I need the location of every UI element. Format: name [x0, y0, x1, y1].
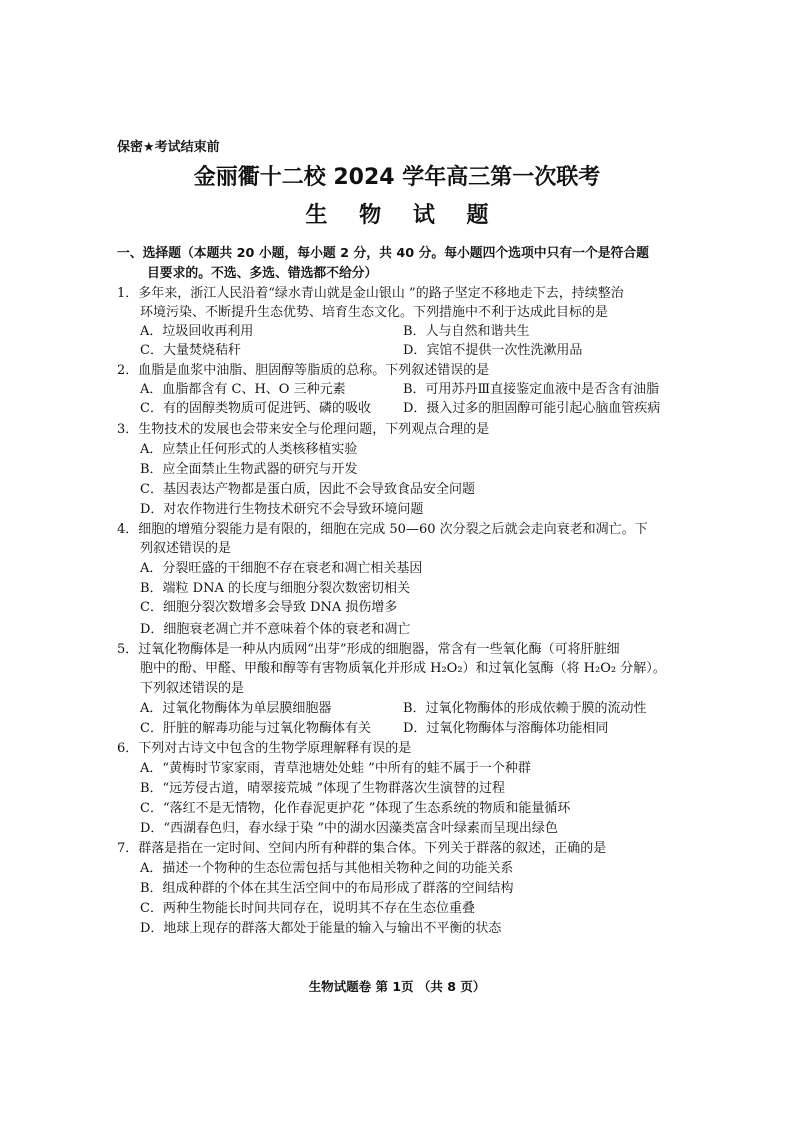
- question-1-stem-cont: 环境污染、不断提升生态优势、培育生态文化。下列措施中不利于达成此目标的是: [140, 305, 609, 320]
- q5-option-a[interactable]: A．过氧化物酶体为单层膜细胞器: [140, 701, 332, 716]
- q7-option-a[interactable]: A．描述一个物种的生态位需包括与其他相关物种之间的功能关系: [140, 861, 514, 876]
- q5-option-b[interactable]: B．过氧化物酶体的形成依赖于膜的流动性: [403, 701, 647, 716]
- q5-option-d[interactable]: D．过氧化物酶体与溶酶体功能相同: [403, 721, 609, 736]
- q2-option-a[interactable]: A．血脂都含有 C、H、O 三种元素: [140, 382, 346, 397]
- question-7-stem: 7．群落是指在一定时间、空间内所有种群的集合体。下列关于群落的叙述，正确的是: [117, 841, 607, 856]
- q2-option-b[interactable]: B．可用苏丹Ⅲ直接鉴定血液中是否含有油脂: [403, 382, 660, 397]
- q7-option-b[interactable]: B．组成种群的个体在其生活空间中的布局形成了群落的空间结构: [140, 881, 514, 896]
- question-5-stem-cont: 胞中的酚、甲醛、甲酸和醇等有害物质氧化并形成 H₂O₂）和过氧化氢酶（将 H₂O₂ 分解）。: [140, 661, 666, 676]
- question-5-stem-cont: 下列叙述错误的是: [140, 681, 245, 696]
- q6-option-c[interactable]: C．“落红不是无情物，化作春泥更护花 ”体现了生态系统的物质和能量循环: [140, 801, 571, 816]
- question-1-stem: 1．多年来，浙江人民沿着“绿水青山就是金山银山 ”的路子坚定不移地走下去，持续整治: [117, 286, 624, 301]
- q3-option-c[interactable]: C．基因表达产物都是蛋白质，因此不会导致食品安全问题: [140, 482, 475, 497]
- question-4-stem-cont: 列叙述错误的是: [140, 541, 232, 556]
- question-5-stem: 5．过氧化物酶体是一种从内质网“出芽”形成的细胞器，常含有一些氧化酶（可将肝脏细: [117, 642, 620, 657]
- section-heading-line: 一、选择题（本题共 20 小题，每小题 2 分，共 40 分。每小题四个选项中只有一个是符合题: [117, 246, 649, 261]
- page-footer: 生物试题卷 第 1页 （共 8 页）: [308, 979, 486, 994]
- exam-title: 金丽衢十二校 2024 学年高三第一次联考: [193, 165, 601, 190]
- question-6-stem: 6．下列对古诗文中包含的生物学原理解释有误的是: [117, 741, 412, 756]
- section-heading: [117, 244, 682, 284]
- question-3-stem: 3．生物技术的发展也会带来安全与伦理问题，下列观点合理的是: [117, 422, 490, 437]
- q1-option-a[interactable]: A．垃圾回收再利用: [140, 324, 254, 339]
- q4-option-d[interactable]: D．细胞衰老凋亡并不意味着个体的衰老和凋亡: [140, 622, 411, 637]
- confidential-label: 保密★考试结束前: [117, 140, 220, 155]
- q4-option-b[interactable]: B．端粒 DNA 的长度与细胞分裂次数密切相关: [140, 581, 411, 596]
- q3-option-d[interactable]: D．对农作物进行生物技术研究不会导致环境问题: [140, 502, 424, 517]
- q6-option-d[interactable]: D．“西湖春色归，春水绿于染 ”中的湖水因藻类富含叶绿素而呈现出绿色: [140, 821, 558, 836]
- q7-option-d[interactable]: D．地球上现存的群落大都处于能量的输入与输出不平衡的状态: [140, 921, 502, 936]
- q2-option-d[interactable]: D．摄入过多的胆固醇可能引起心脑血管疾病: [403, 401, 661, 416]
- subject-title: 生 物 试 题: [305, 203, 501, 228]
- question-2-stem: 2．血脂是血浆中油脂、胆固醇等脂质的总称。下列叙述错误的是: [117, 363, 490, 378]
- q4-option-c[interactable]: C．细胞分裂次数增多会导致 DNA 损伤增多: [140, 600, 398, 615]
- q1-option-b[interactable]: B．人与自然和谐共生: [403, 324, 530, 339]
- q4-option-a[interactable]: A．分裂旺盛的干细胞不存在衰老和凋亡相关基因: [140, 561, 423, 576]
- q7-option-c[interactable]: C．两种生物能长时间共同存在，说明其不存在生态位重叠: [140, 901, 475, 916]
- q6-option-b[interactable]: B．“远芳侵古道，晴翠接荒城 ”体现了生物群落次生演替的过程: [140, 781, 505, 796]
- q6-option-a[interactable]: A．“黄梅时节家家雨，青草池塘处处蛙 ”中所有的蛙不属于一个种群: [140, 761, 531, 776]
- question-4-stem: 4．细胞的增殖分裂能力是有限的，细胞在完成 50—60 次分裂之后就会走向衰老和凋亡。下: [117, 522, 648, 537]
- q1-option-c[interactable]: C．大量焚烧秸秆: [140, 343, 241, 358]
- q3-option-a[interactable]: A．应禁止任何形式的人类核移植实验: [140, 442, 358, 457]
- q2-option-c[interactable]: C．有的固醇类物质可促进钙、磷的吸收: [140, 401, 371, 416]
- q3-option-b[interactable]: B．应全面禁止生物武器的研究与开发: [140, 462, 358, 477]
- q5-option-c[interactable]: C．肝脏的解毒功能与过氧化物酶体有关: [140, 721, 371, 736]
- q1-option-d[interactable]: D．宾馆不提供一次性洗漱用品: [403, 343, 583, 358]
- section-heading-line: 目要求的。不选、多选、错选都不给分）: [147, 266, 378, 281]
